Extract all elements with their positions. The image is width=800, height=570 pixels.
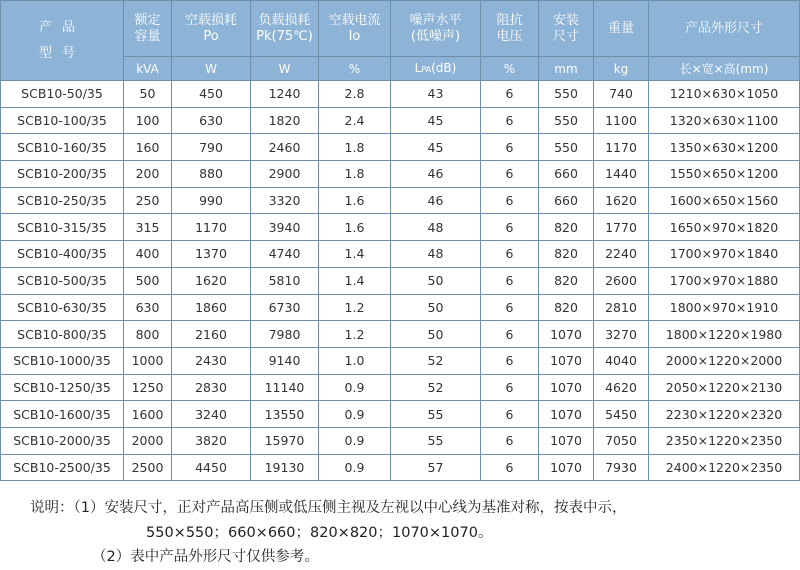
table-row bbox=[1, 81, 800, 108]
table-cell: 1770 bbox=[594, 214, 649, 241]
header-label: Pk(75℃) bbox=[256, 28, 313, 44]
table-cell: 1600×650×1560 bbox=[649, 187, 800, 214]
table-cell: 3240 bbox=[172, 401, 251, 428]
header-dimensions bbox=[649, 1, 800, 57]
table-cell: 3320 bbox=[251, 187, 319, 214]
table-cell: 0.9 bbox=[319, 427, 391, 454]
table-cell: 6 bbox=[481, 107, 539, 134]
table-cell: 1350×630×1200 bbox=[649, 134, 800, 161]
table-cell: 46 bbox=[391, 161, 481, 188]
table-cell: 48 bbox=[391, 241, 481, 268]
table-cell: 6 bbox=[481, 294, 539, 321]
table-cell: 1860 bbox=[172, 294, 251, 321]
table-cell: 2000×1220×2000 bbox=[649, 347, 800, 374]
table-cell: 315 bbox=[124, 214, 172, 241]
table-cell: 6 bbox=[481, 427, 539, 454]
model-cell: SCB10-400/35 bbox=[1, 241, 124, 268]
table-cell: 820 bbox=[539, 267, 594, 294]
table-cell: 820 bbox=[539, 241, 594, 268]
table-body bbox=[1, 81, 800, 481]
table-cell: 4740 bbox=[251, 241, 319, 268]
table-cell: 4620 bbox=[594, 374, 649, 401]
unit-cell: W bbox=[251, 57, 319, 81]
table-cell: 52 bbox=[391, 347, 481, 374]
table-cell: 1.6 bbox=[319, 187, 391, 214]
notes bbox=[30, 496, 626, 570]
model-cell: SCB10-2000/35 bbox=[1, 427, 124, 454]
table-cell: 5810 bbox=[251, 267, 319, 294]
table-cell: 0.9 bbox=[319, 401, 391, 428]
table-cell: 100 bbox=[124, 107, 172, 134]
table-row bbox=[1, 294, 800, 321]
model-cell: SCB10-800/35 bbox=[1, 321, 124, 348]
table-cell: 2500 bbox=[124, 454, 172, 481]
table-cell: 55 bbox=[391, 401, 481, 428]
table-cell: 1240 bbox=[251, 81, 319, 108]
table-cell: 1.8 bbox=[319, 134, 391, 161]
header-no-load-current bbox=[319, 1, 391, 57]
header-no-load-loss bbox=[172, 1, 251, 57]
table-row bbox=[1, 321, 800, 348]
category-line2: 型号 bbox=[38, 45, 85, 61]
table-cell: 1170 bbox=[172, 214, 251, 241]
table-cell: 3940 bbox=[251, 214, 319, 241]
table-row bbox=[1, 107, 800, 134]
model-cell: SCB10-630/35 bbox=[1, 294, 124, 321]
unit-cell-noise bbox=[391, 57, 481, 81]
table-cell: 50 bbox=[124, 81, 172, 108]
table-cell: 800 bbox=[124, 321, 172, 348]
header-weight bbox=[594, 1, 649, 57]
model-cell: SCB10-1000/35 bbox=[1, 347, 124, 374]
table-cell: 13550 bbox=[251, 401, 319, 428]
table-cell: 660 bbox=[539, 187, 594, 214]
table-cell: 6 bbox=[481, 374, 539, 401]
header-label: Io bbox=[348, 28, 361, 44]
unit-cell: 长×宽×高(mm) bbox=[649, 57, 800, 81]
table-cell: 820 bbox=[539, 294, 594, 321]
table-cell: 9140 bbox=[251, 347, 319, 374]
table-cell: 19130 bbox=[251, 454, 319, 481]
header-label: 安装 bbox=[552, 12, 579, 28]
table-cell: 5450 bbox=[594, 401, 649, 428]
table-row bbox=[1, 454, 800, 481]
table-cell: 2230×1220×2320 bbox=[649, 401, 800, 428]
table-cell: 2160 bbox=[172, 321, 251, 348]
table-cell: 550 bbox=[539, 134, 594, 161]
table-cell: 2810 bbox=[594, 294, 649, 321]
table-cell: 1600 bbox=[124, 401, 172, 428]
table-cell: 1550×650×1200 bbox=[649, 161, 800, 188]
table-cell: 200 bbox=[124, 161, 172, 188]
table-cell: 1.2 bbox=[319, 321, 391, 348]
table-cell: 2460 bbox=[251, 134, 319, 161]
table-cell: 7050 bbox=[594, 427, 649, 454]
table-cell: 790 bbox=[172, 134, 251, 161]
table-cell: 1100 bbox=[594, 107, 649, 134]
header-label: 额定 bbox=[134, 12, 161, 28]
table-cell: 6 bbox=[481, 321, 539, 348]
category-line1: 产品 bbox=[38, 19, 85, 35]
model-cell: SCB10-100/35 bbox=[1, 107, 124, 134]
table-cell: 6 bbox=[481, 347, 539, 374]
table-cell: 7930 bbox=[594, 454, 649, 481]
table-cell: 6 bbox=[481, 214, 539, 241]
table-cell: 740 bbox=[594, 81, 649, 108]
header-label: 尺寸 bbox=[552, 28, 579, 44]
model-cell: SCB10-500/35 bbox=[1, 267, 124, 294]
table-cell: 50 bbox=[391, 294, 481, 321]
table-cell: 6 bbox=[481, 267, 539, 294]
table-cell: 1.6 bbox=[319, 214, 391, 241]
table-cell: 2.8 bbox=[319, 81, 391, 108]
table-cell: 1800×1220×1980 bbox=[649, 321, 800, 348]
unit-tail: (dB) bbox=[431, 60, 457, 75]
table-cell: 2830 bbox=[172, 374, 251, 401]
table-cell: 45 bbox=[391, 107, 481, 134]
table-cell: 820 bbox=[539, 214, 594, 241]
model-cell: SCB10-50/35 bbox=[1, 81, 124, 108]
model-cell: SCB10-2500/35 bbox=[1, 454, 124, 481]
table-cell: 52 bbox=[391, 374, 481, 401]
table-cell: 1070 bbox=[539, 347, 594, 374]
table-cell: 1.2 bbox=[319, 294, 391, 321]
table-cell: 3820 bbox=[172, 427, 251, 454]
table-cell: 1.0 bbox=[319, 347, 391, 374]
table-cell: 7980 bbox=[251, 321, 319, 348]
unit-cell: kg bbox=[594, 57, 649, 81]
unit-cell: % bbox=[481, 57, 539, 81]
header-capacity bbox=[124, 1, 172, 57]
header-label: 噪声水平 bbox=[409, 12, 462, 28]
table-cell: 1070 bbox=[539, 427, 594, 454]
table-cell: 15970 bbox=[251, 427, 319, 454]
table-cell: 1620 bbox=[172, 267, 251, 294]
table-row bbox=[1, 187, 800, 214]
model-cell: SCB10-250/35 bbox=[1, 187, 124, 214]
table-cell: 4450 bbox=[172, 454, 251, 481]
header-label: 负载损耗 bbox=[258, 12, 311, 28]
table-row bbox=[1, 134, 800, 161]
unit-cell: % bbox=[319, 57, 391, 81]
table-row bbox=[1, 427, 800, 454]
table-cell: 1820 bbox=[251, 107, 319, 134]
unit-sub: PA bbox=[421, 64, 432, 74]
header-category bbox=[1, 1, 124, 81]
table-cell: 46 bbox=[391, 187, 481, 214]
table-cell: 2050×1220×2130 bbox=[649, 374, 800, 401]
table-cell: 2400×1220×2350 bbox=[649, 454, 800, 481]
table-cell: 48 bbox=[391, 214, 481, 241]
header-load-loss bbox=[251, 1, 319, 57]
header-label: 容量 bbox=[134, 28, 161, 44]
unit-main: L bbox=[414, 60, 422, 75]
table-cell: 2240 bbox=[594, 241, 649, 268]
table-row bbox=[1, 374, 800, 401]
table-cell: 55 bbox=[391, 427, 481, 454]
note-line-1: 说明：（1）安装尺寸，正对产品高压侧或低压侧主视及左视以中心线为基准对称，按表中示， bbox=[30, 500, 627, 516]
table-cell: 1320×630×1100 bbox=[649, 107, 800, 134]
header-impedance bbox=[481, 1, 539, 57]
table-cell: 160 bbox=[124, 134, 172, 161]
table-cell: 6 bbox=[481, 81, 539, 108]
header-label: 产品外形尺寸 bbox=[684, 20, 763, 36]
table-cell: 1700×970×1840 bbox=[649, 241, 800, 268]
table-cell: 0.9 bbox=[319, 454, 391, 481]
table-cell: 1620 bbox=[594, 187, 649, 214]
table-row bbox=[1, 347, 800, 374]
table-cell: 630 bbox=[172, 107, 251, 134]
table-cell: 1.8 bbox=[319, 161, 391, 188]
table-cell: 990 bbox=[172, 187, 251, 214]
table-row bbox=[1, 241, 800, 268]
header-label: 空载损耗 bbox=[184, 12, 237, 28]
table-cell: 1250 bbox=[124, 374, 172, 401]
model-cell: SCB10-160/35 bbox=[1, 134, 124, 161]
note-line-3: （2）表中产品外形尺寸仅供参考。 bbox=[92, 549, 319, 565]
table-cell: 1210×630×1050 bbox=[649, 81, 800, 108]
table-cell: 2350×1220×2350 bbox=[649, 427, 800, 454]
table-cell: 2.4 bbox=[319, 107, 391, 134]
table-cell: 250 bbox=[124, 187, 172, 214]
table-row bbox=[1, 161, 800, 188]
table-cell: 4040 bbox=[594, 347, 649, 374]
table-cell: 0.9 bbox=[319, 374, 391, 401]
table-cell: 50 bbox=[391, 267, 481, 294]
table-cell: 630 bbox=[124, 294, 172, 321]
note-line-2: 550×550；660×660；820×820；1070×1070。 bbox=[146, 524, 493, 541]
table-row bbox=[1, 267, 800, 294]
table-cell: 1070 bbox=[539, 321, 594, 348]
header-label: (低噪声) bbox=[410, 28, 461, 44]
table-cell: 45 bbox=[391, 134, 481, 161]
model-cell: SCB10-1600/35 bbox=[1, 401, 124, 428]
table-cell: 1070 bbox=[539, 454, 594, 481]
header-label: 重量 bbox=[607, 20, 634, 36]
table-cell: 500 bbox=[124, 267, 172, 294]
header-label: 电压 bbox=[496, 28, 523, 44]
table-cell: 3270 bbox=[594, 321, 649, 348]
table-cell: 550 bbox=[539, 107, 594, 134]
table-cell: 1370 bbox=[172, 241, 251, 268]
header-label: 阻抗 bbox=[496, 12, 523, 28]
table-cell: 6 bbox=[481, 161, 539, 188]
header-label: 空载电流 bbox=[328, 12, 381, 28]
unit-cell: kVA bbox=[124, 57, 172, 81]
table-row bbox=[1, 401, 800, 428]
table-cell: 400 bbox=[124, 241, 172, 268]
header-install-size bbox=[539, 1, 594, 57]
table-cell: 880 bbox=[172, 161, 251, 188]
unit-cell: mm bbox=[539, 57, 594, 81]
model-cell: SCB10-1250/35 bbox=[1, 374, 124, 401]
table-cell: 6 bbox=[481, 241, 539, 268]
table-cell: 1650×970×1820 bbox=[649, 214, 800, 241]
table-cell: 6 bbox=[481, 134, 539, 161]
table-cell: 1.4 bbox=[319, 241, 391, 268]
table-cell: 1440 bbox=[594, 161, 649, 188]
header-label: Po bbox=[203, 28, 219, 44]
table-cell: 6730 bbox=[251, 294, 319, 321]
table-cell: 2430 bbox=[172, 347, 251, 374]
table-cell: 450 bbox=[172, 81, 251, 108]
unit-cell: W bbox=[172, 57, 251, 81]
table-cell: 1000 bbox=[124, 347, 172, 374]
table-cell: 1170 bbox=[594, 134, 649, 161]
table-cell: 2600 bbox=[594, 267, 649, 294]
table-cell: 1.4 bbox=[319, 267, 391, 294]
table-cell: 1700×970×1880 bbox=[649, 267, 800, 294]
table-cell: 2900 bbox=[251, 161, 319, 188]
table-row bbox=[1, 214, 800, 241]
table-cell: 2000 bbox=[124, 427, 172, 454]
table-cell: 50 bbox=[391, 321, 481, 348]
table-cell: 1800×970×1910 bbox=[649, 294, 800, 321]
header-noise-level bbox=[391, 1, 481, 57]
table-cell: 1070 bbox=[539, 401, 594, 428]
table-cell: 1070 bbox=[539, 374, 594, 401]
table-cell: 6 bbox=[481, 454, 539, 481]
table-cell: 6 bbox=[481, 401, 539, 428]
table-cell: 57 bbox=[391, 454, 481, 481]
header-row bbox=[1, 1, 800, 57]
table-cell: 550 bbox=[539, 81, 594, 108]
table-cell: 43 bbox=[391, 81, 481, 108]
model-cell: SCB10-315/35 bbox=[1, 214, 124, 241]
table-cell: 11140 bbox=[251, 374, 319, 401]
model-cell: SCB10-200/35 bbox=[1, 161, 124, 188]
table-cell: 660 bbox=[539, 161, 594, 188]
table-cell: 6 bbox=[481, 187, 539, 214]
